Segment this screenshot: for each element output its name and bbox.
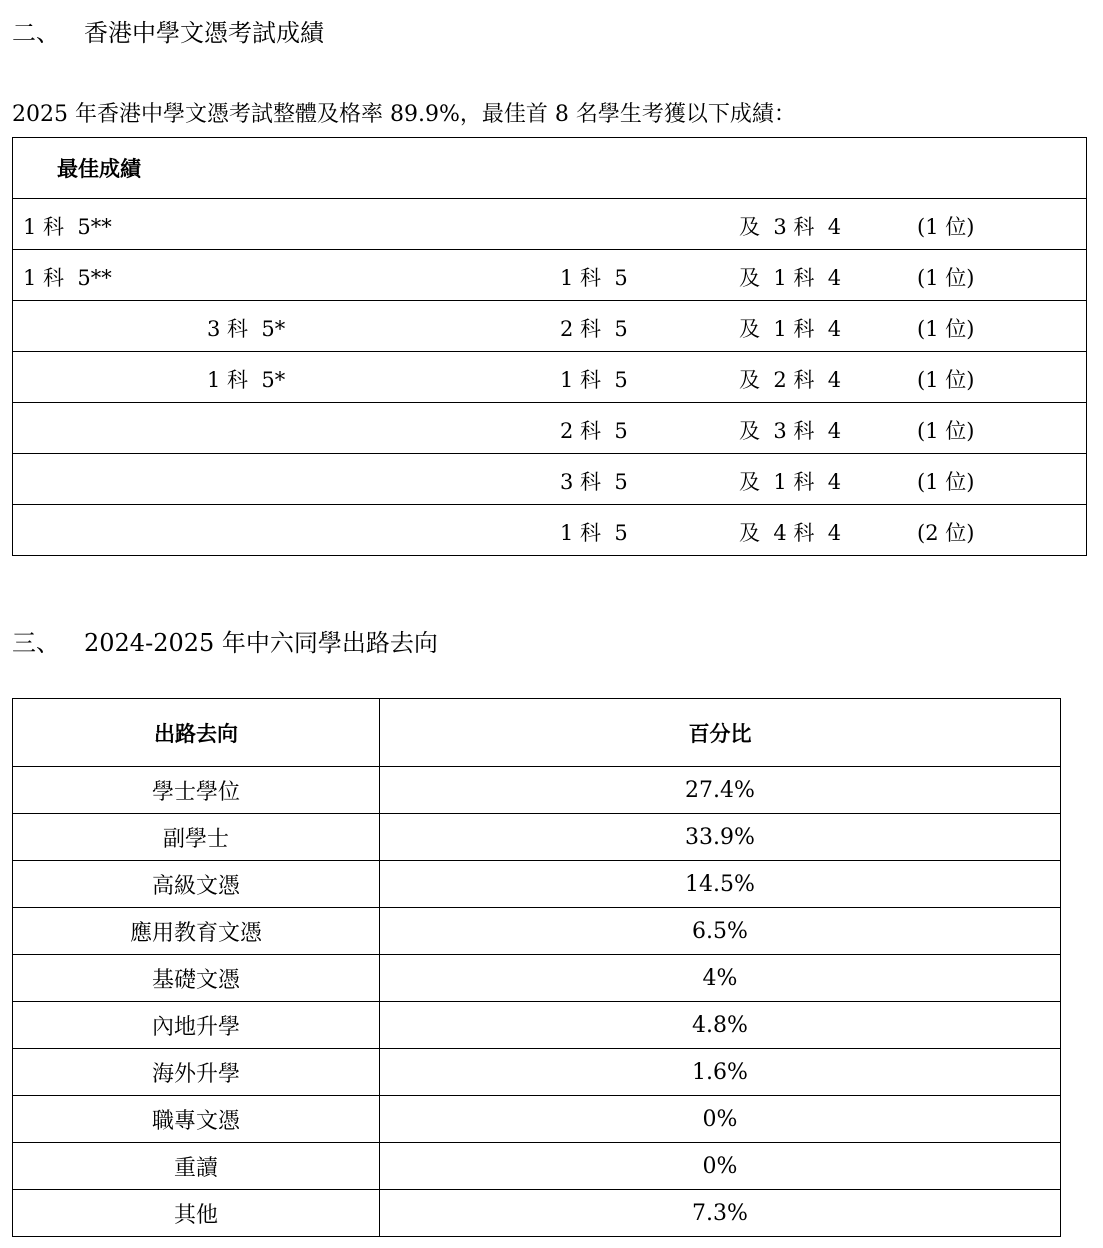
results-cell-d: 及 3 科 4 [739,419,842,443]
destination-percent: 1.6% [380,1049,1061,1096]
results-cell-c: 1 科 5 [560,266,628,290]
results-table-body [13,199,1086,555]
destination-row [13,814,1061,861]
results-cell-b: 3 科 5* [207,317,286,341]
results-row [13,403,1086,454]
section-2-title: 香港中學文憑考試成績 [84,19,324,47]
destination-row [13,1049,1061,1096]
destination-label: 職專文憑 [13,1096,380,1143]
results-cell-c: 3 科 5 [560,470,628,494]
destination-header-label: 出路去向 [13,699,380,767]
results-cell-e: (1 位) [917,215,975,239]
destination-label: 副學士 [13,814,380,861]
results-row [13,199,1086,250]
section-3-heading [12,628,438,658]
results-row [13,505,1086,555]
section-3-title: 2024-2025 年中六同學出路去向 [84,629,438,657]
destination-row [13,1002,1061,1049]
results-row [13,301,1086,352]
results-cell-e: (1 位) [917,317,975,341]
destination-label: 海外升學 [13,1049,380,1096]
results-table-header [13,138,1086,199]
results-cell-d: 及 3 科 4 [739,215,842,239]
destination-percent: 27.4% [380,767,1061,814]
results-row [13,352,1086,403]
destination-percent: 0% [380,1096,1061,1143]
results-cell-e: (1 位) [917,419,975,443]
results-cell-e: (2 位) [917,521,975,545]
destination-row [13,955,1061,1002]
destination-table [12,698,1061,1237]
destination-label: 應用教育文憑 [13,908,380,955]
results-cell-e: (1 位) [917,266,975,290]
results-cell-c: 2 科 5 [560,419,628,443]
results-cell-c: 1 科 5 [560,368,628,392]
results-cell-c: 2 科 5 [560,317,628,341]
destination-percent: 33.9% [380,814,1061,861]
results-cell-e: (1 位) [917,470,975,494]
results-cell-d: 及 2 科 4 [739,368,842,392]
results-cell-d: 及 1 科 4 [739,470,842,494]
destination-row [13,861,1061,908]
destination-label: 基礎文憑 [13,955,380,1002]
results-cell-d: 及 4 科 4 [739,521,842,545]
destination-table-header-row [13,699,1061,767]
destination-label: 內地升學 [13,1002,380,1049]
section-2-number: 二、 [12,19,60,47]
results-cell-e: (1 位) [917,368,975,392]
results-row [13,250,1086,301]
section-2-heading [12,18,324,48]
destination-percent: 14.5% [380,861,1061,908]
results-cell-a: 1 科 5** [23,266,112,290]
results-cell-d: 及 1 科 4 [739,266,842,290]
results-table [12,137,1087,556]
destination-percent: 6.5% [380,908,1061,955]
destination-header-percent: 百分比 [380,699,1061,767]
results-cell-d: 及 1 科 4 [739,317,842,341]
destination-label: 重讀 [13,1143,380,1190]
destination-percent: 7.3% [380,1190,1061,1237]
results-row [13,454,1086,505]
destination-label: 學士學位 [13,767,380,814]
results-cell-b: 1 科 5* [207,368,286,392]
destination-percent: 4.8% [380,1002,1061,1049]
destination-percent: 0% [380,1143,1061,1190]
destination-row [13,767,1061,814]
destination-table-body [13,767,1061,1237]
destination-label: 其他 [13,1190,380,1237]
results-cell-c: 1 科 5 [560,521,628,545]
section-3-number: 三、 [12,629,60,657]
destination-percent: 4% [380,955,1061,1002]
destination-row [13,1190,1061,1237]
intro-text: 2025 年香港中學文憑考試整體及格率 89.9%，最佳首 8 名學生考獲以下成績： [12,102,796,127]
results-cell-a: 1 科 5** [23,215,112,239]
destination-row [13,1096,1061,1143]
results-table-header-label: 最佳成績 [57,157,141,181]
destination-row [13,1143,1061,1190]
destination-row [13,908,1061,955]
destination-label: 高級文憑 [13,861,380,908]
